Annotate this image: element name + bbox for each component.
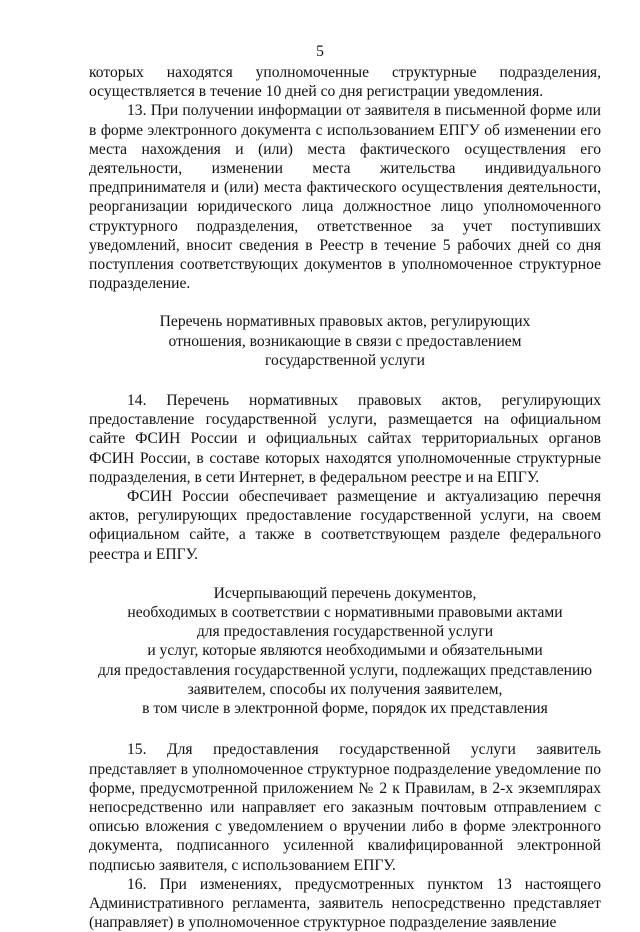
paragraph-continuation: которых находятся уполномоченные структурные подразделения, осуществляется в течение 10 дней со дня регистрации уведомления. (89, 64, 601, 101)
heading-line: государственной услуги (264, 351, 426, 369)
heading-line: и услуг, которые являются необходимыми и обязательными (147, 642, 543, 660)
heading-line: необходимых в соответствии с нормативными правовыми актами (127, 604, 563, 622)
section-heading-documents (89, 584, 601, 718)
heading-line: отношения, возникающие в связи с предоставлением (168, 332, 522, 350)
paragraph-14-continued: ФСИН России обеспечивает размещение и актуализацию перечня актов, регулирующих предоставление государственной услуги, на своем официальном сайте, а также в соответствующем разделе федерального реестра и ЕПГУ. (89, 488, 601, 563)
section-heading-legal-acts (89, 312, 601, 370)
paragraph-13: 13. При получении информации от заявителя в письменной форме или в форме электронного документа с использованием ЕПГУ об изменении его места нахождения и (или) места фактического осуществления его деятельности, изменении места жительства индивидуального предпринимателя и (или) места фактического осуществления деятельности, реорганизации юридического лица должностное лицо уполномоченного структурного подразделения, ответственное за учет поступивших уведомлений, вносит сведения в Реестр в течение 5 рабочих дней со дня поступления соответствующих документов в уполномоченное структурное подразделение. (89, 102, 601, 293)
heading-line: Перечень нормативных правовых актов, регулирующих (159, 313, 531, 331)
document-body (89, 63, 601, 932)
heading-line: для предоставления государственной услуги (196, 623, 494, 641)
heading-line: для предоставления государственной услуги, подлежащих представлению (97, 661, 592, 679)
heading-line: в том числе в электронной форме, порядок их представления (142, 700, 548, 718)
heading-line: Исчерпывающий перечень документов, (213, 584, 477, 602)
paragraph-15: 15. Для предоставления государственной услуги заявитель представляет в уполномоченное структурное подразделение уведомление по форме, предусмотренной приложением № 2 к Правилам, в 2-х экземплярах непосредственно или направляет его заказным почтовым отправлением с описью вложения с уведомлением о вручении либо в форме электронного документа, подписанного усиленной квалифицированной электронной подписью заявителя, с использованием ЕПГУ. (89, 741, 601, 874)
paragraph-16: 16. При изменениях, предусмотренных пунктом 13 настоящего Административного регламента, заявитель непосредственно представляет (направляет) в уполномоченное структурное подразделение заявление (89, 875, 601, 932)
page-number: 5 (316, 43, 324, 60)
paragraph-14: 14. Перечень нормативных правовых актов, регулирующих предоставление государственной услуги, размещается на официальном сайте ФСИН России и официальных сайтах территориальных органов ФСИН России, в составе которых находятся уполномоченные структурные подразделения, в сети Интернет, в федеральном реестре и на ЕПГУ. (89, 392, 601, 486)
heading-line: заявителем, способы их получения заявителем, (187, 680, 503, 698)
